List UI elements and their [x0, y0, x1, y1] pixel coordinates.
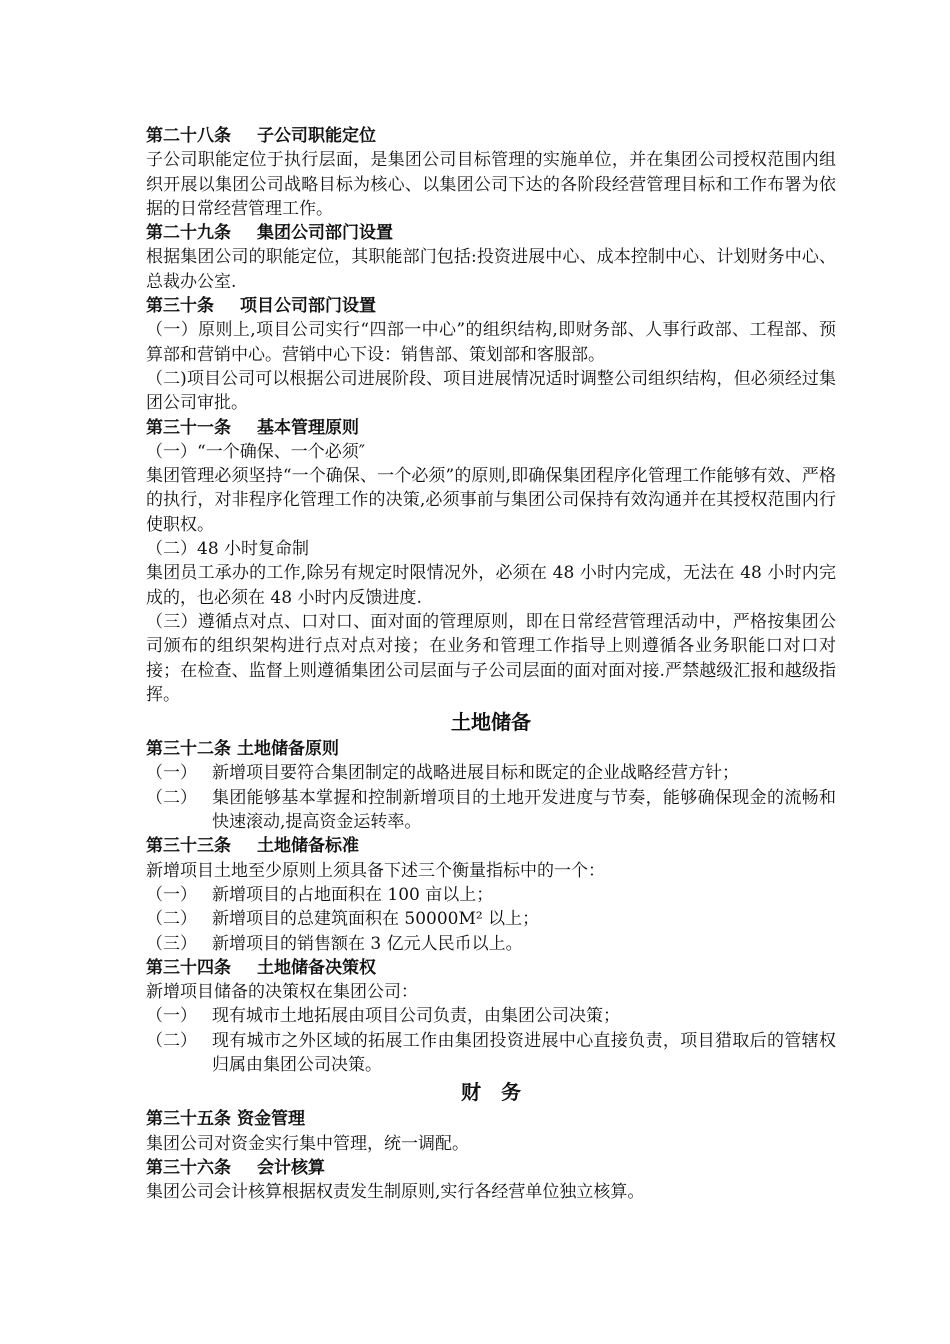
list-item-number: （二） [146, 787, 197, 808]
article-title: 基本管理原则 [257, 417, 359, 438]
paragraph: 根据集团公司的职能定位，其职能部门包括:投资进展中心、成本控制中心、计划财务中心、总裁办公室. [146, 247, 836, 292]
list-item [146, 786, 836, 835]
article-title: 土地储备决策权 [257, 957, 376, 978]
list-item [146, 932, 836, 956]
paragraph: 集团管理必须坚持“一个确保、一个必须”的原则,即确保集团程序化管理工作能够有效、严格的执行，对非程序化管理工作的决策,必须事前与集团公司保持有效沟通并在其授权范围内行使职权。 [146, 466, 836, 535]
article-number: 第三十条 [146, 296, 214, 317]
article-number: 第三十四条 [146, 957, 231, 978]
paragraph: 集团公司对资金实行集中管理，统一调配。 [146, 1133, 469, 1154]
list-item-text: 新增项目的销售额在 3 亿元人民币以上。 [212, 933, 523, 954]
article-number: 第三十三条 [146, 836, 231, 857]
article-heading [146, 1107, 836, 1131]
section-title: 财 务 [461, 1080, 521, 1105]
article-title: 资金管理 [237, 1109, 305, 1130]
article-number: 第三十二条 [146, 739, 231, 760]
list-item [146, 1029, 836, 1078]
list-item-number: （三） [146, 933, 197, 954]
list-item-text: 新增项目的占地面积在 100 亩以上； [212, 884, 494, 905]
article-heading [146, 737, 836, 761]
list-item-number: （一） [146, 884, 197, 905]
list-item-text: 现有城市之外区域的拓展工作由集团投资进展中心直接负责，项目猎取后的管辖权归属由集团公司决策。 [212, 1030, 836, 1075]
article-number: 第二十九条 [146, 223, 231, 244]
list-item-text: 新增项目要符合集团制定的战略进展目标和既定的企业战略经营方针； [212, 763, 739, 784]
article-heading [146, 294, 836, 318]
paragraph: 子公司职能定位于执行层面，是集团公司目标管理的实施单位，并在集团公司授权范围内组织开展以集团公司战略目标为核心、以集团公司下达的各阶段经营管理目标和工作布署为依据的日常经营管理工作。 [146, 150, 836, 219]
article-heading [146, 416, 836, 440]
article-number: 第三十五条 [146, 1109, 231, 1130]
paragraph: （三）遵循点对点、口对口、面对面的管理原则，即在日常经营管理活动中，严格按集团公司颁布的组织架构进行点对点对接；在业务和管理工作指导上则遵循各业务职能口对口对接；在检查、监督上则遵循集团公司层面与子公司层面的面对面对接.严禁越级汇报和越级指挥。 [146, 611, 836, 705]
article-number: 第二十八条 [146, 126, 231, 146]
article-heading [146, 956, 836, 980]
article-title: 会计核算 [257, 1157, 325, 1178]
article-title: 集团公司部门设置 [257, 223, 393, 244]
article-title: 土地储备原则 [237, 739, 339, 760]
document-body [146, 124, 836, 1204]
article-heading [146, 124, 836, 148]
article-title: 子公司职能定位 [257, 126, 376, 146]
article-title: 土地储备标准 [257, 836, 359, 857]
list-item [146, 761, 836, 785]
list-item-text: 新增项目的总建筑面积在 50000M² 以上； [212, 909, 540, 930]
article-number: 第三十六条 [146, 1157, 231, 1178]
paragraph: 新增项目土地至少原则上须具备下述三个衡量指标中的一个： [146, 860, 605, 881]
article-heading [146, 221, 836, 245]
paragraph: （一）“一个确保、一个必须″ [146, 441, 366, 462]
list-item-number: （二） [146, 909, 197, 930]
paragraph: 新增项目储备的决策权在集团公司： [146, 982, 418, 1003]
list-item [146, 1004, 836, 1028]
list-item-number: （一） [146, 763, 197, 784]
article-number: 第三十一条 [146, 417, 231, 438]
paragraph: 集团公司会计核算根据权责发生制原则,实行各经营单位独立核算。 [146, 1182, 645, 1203]
paragraph: （二）48 小时复命制 [146, 539, 310, 560]
list-item-text: 集团能够基本掌握和控制新增项目的土地开发进度与节奏，能够确保现金的流畅和快速滚动,提高资金运转率。 [212, 787, 836, 833]
paragraph: （一）原则上,项目公司实行“四部一中心”的组织结构,即财务部、人事行政部、工程部、预算部和营销中心。营销中心下设：销售部、策划部和客服部。 [146, 320, 836, 365]
list-item-number: （一） [146, 1006, 197, 1027]
paragraph: （二)项目公司可以根据公司进展阶段、项目进展情况适时调整公司组织结构，但必须经过集团公司审批。 [146, 368, 836, 414]
list-item-text: 现有城市土地拓展由项目公司负责，由集团公司决策； [212, 1006, 620, 1027]
list-item [146, 907, 836, 931]
paragraph: 集团员工承办的工作,除另有规定时限情况外，必须在 48 小时内完成，无法在 48 小时内完成的，也必须在 48 小时内反馈进度. [146, 563, 836, 608]
list-item [146, 883, 836, 907]
list-item-number: （二） [146, 1030, 197, 1051]
article-heading [146, 834, 836, 858]
section-title: 土地储备 [451, 710, 531, 735]
article-title: 项目公司部门设置 [240, 296, 376, 317]
article-heading [146, 1156, 836, 1180]
